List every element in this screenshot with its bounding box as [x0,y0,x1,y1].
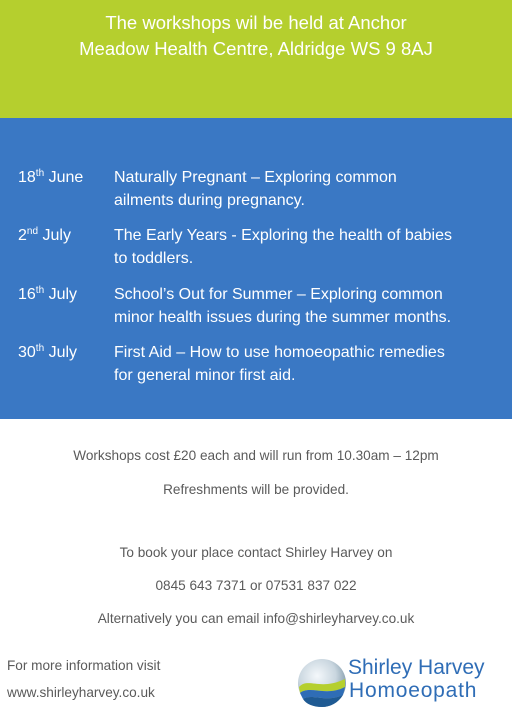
date-month: July [48,286,78,303]
session-date [18,224,113,249]
session-date [18,341,113,366]
date-day: 30 [18,344,36,361]
session-description [114,283,506,329]
brand-logo [296,655,506,717]
venue-text [0,10,512,62]
session-description-line-1: School’s Out for Summer – Exploring common [114,286,443,303]
cost-info: Workshops cost £20 each and will run from 10.30am – 12pm [73,448,439,463]
date-day: 2 [18,227,27,244]
booking-info: To book your place contact Shirley Harvey on [119,545,393,560]
more-info-text: For more information visit [7,658,161,673]
session-description-line-1: The Early Years - Exploring the health of babies [114,227,452,244]
logo-role: Homoeopath [349,679,478,702]
session-description-line-2: for general minor first aid. [114,367,296,384]
session-description [114,224,506,270]
session-description-line-2: to toddlers. [114,250,194,267]
venue-line-1: The workshops wil be held at Anchor [105,12,407,33]
logo-name: Shirley Harvey [348,656,485,679]
date-month: July [42,227,71,244]
website-link[interactable]: www.shirleyharvey.co.uk [7,685,155,700]
session-description-line-2: ailments during pregnancy. [114,192,305,209]
email-info: Alternatively you can email info@shirleyharvey.co.uk [97,611,415,626]
date-month: June [48,169,84,186]
venue-line-2: Meadow Health Centre, Aldridge WS 9 8AJ [79,38,433,59]
phone-numbers: 0845 643 7371 or 07531 837 022 [155,578,357,593]
session-description-line-1: First Aid – How to use homoeopathic remedies [114,344,445,361]
refreshments-info: Refreshments will be provided. [163,482,349,497]
session-date [18,283,113,308]
date-day: 18 [18,169,36,186]
session-description-line-2: minor health issues during the summer months. [114,309,452,326]
venue-banner [0,0,512,118]
session-description [114,166,506,212]
date-suffix: th [35,343,45,354]
session-description [114,341,506,387]
session-date [18,166,113,191]
date-suffix: th [35,168,45,179]
date-suffix: nd [26,226,39,237]
session-description-line-1: Naturally Pregnant – Exploring common [114,169,397,186]
globe-wave-logo-icon [296,657,348,709]
date-month: July [48,344,78,361]
workshop-schedule [0,118,512,419]
date-suffix: th [35,285,45,296]
date-day: 16 [18,286,36,303]
